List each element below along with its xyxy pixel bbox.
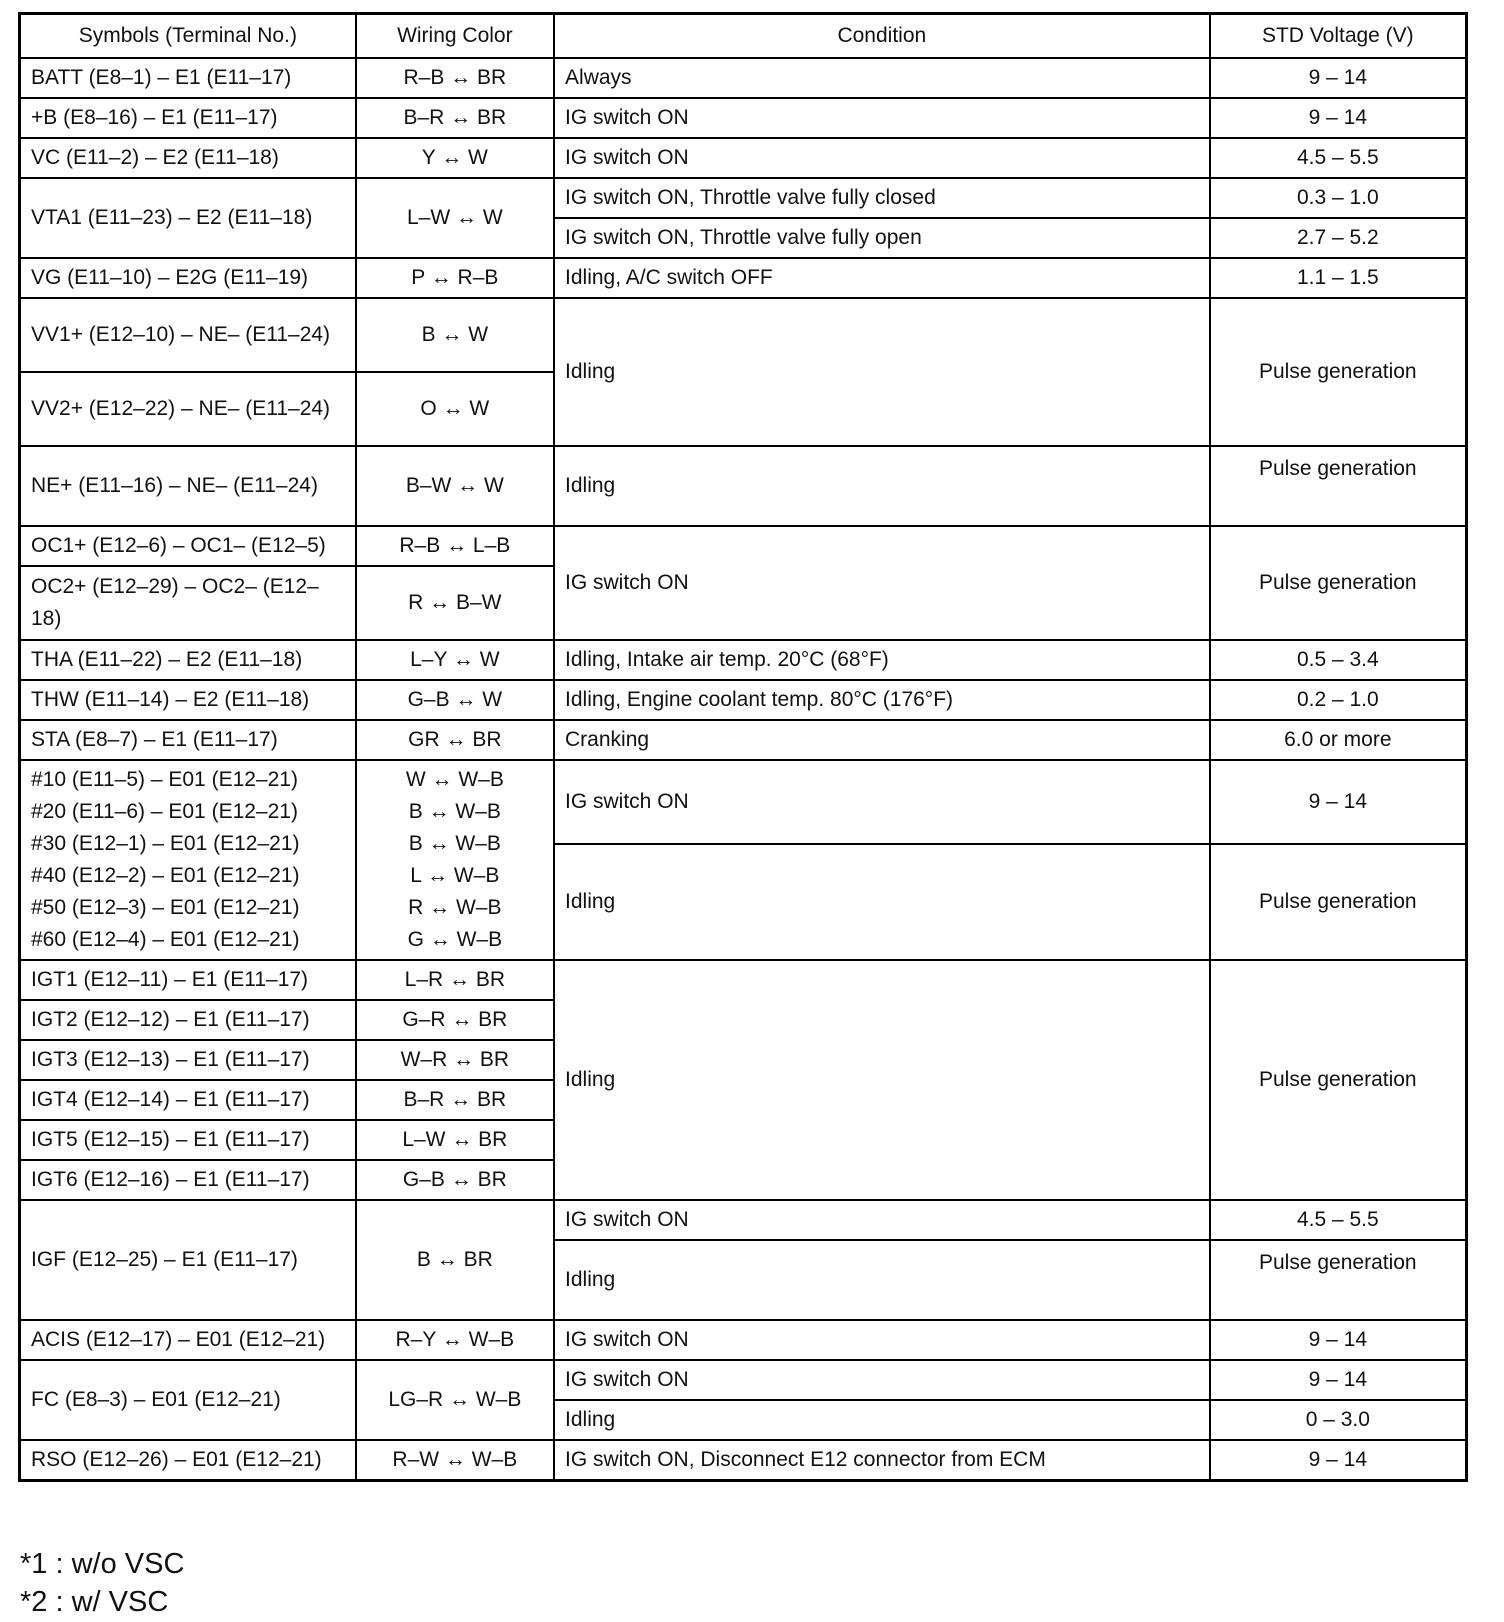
voltage-cell: 9 – 14 [1210, 98, 1467, 138]
wiring-cell: R ↔ B–W [356, 566, 554, 640]
wiring-line: G ↔ W–B [407, 928, 503, 951]
symbol-cell: NE+ (E11–16) – NE– (E11–24) [20, 446, 356, 526]
wiring-cell: G–B ↔ BR [356, 1160, 554, 1200]
symbol-cell: VTA1 (E11–23) – E2 (E11–18) [20, 178, 356, 258]
condition-cell: IG switch ON [554, 138, 1210, 178]
symbol-cell-injectors [20, 760, 356, 960]
footnote-2: *2 : w/ VSC [20, 1586, 169, 1618]
wiring-cell: O ↔ W [356, 372, 554, 446]
voltage-cell: 0.3 – 1.0 [1210, 178, 1467, 218]
header-symbols: Symbols (Terminal No.) [20, 14, 356, 59]
symbol-cell: VV2+ (E12–22) – NE– (E11–24) [20, 372, 356, 446]
voltage-cell: 9 – 14 [1210, 760, 1467, 844]
condition-cell: Idling [554, 446, 1210, 526]
symbol-line: #20 (E11–6) – E01 (E12–21) [31, 800, 298, 823]
table-row [20, 258, 1467, 298]
symbol-cell: FC (E8–3) – E01 (E12–21) [20, 1360, 356, 1440]
wiring-cell: GR ↔ BR [356, 720, 554, 760]
wiring-cell: R–B ↔ BR [356, 58, 554, 98]
condition-cell: IG switch ON [554, 1200, 1210, 1240]
voltage-cell: Pulse generation [1210, 446, 1467, 526]
header-wiring-color: Wiring Color [356, 14, 554, 59]
voltage-cell: 0.2 – 1.0 [1210, 680, 1467, 720]
condition-cell: Idling, A/C switch OFF [554, 258, 1210, 298]
table-row [20, 1320, 1467, 1360]
table-row [20, 138, 1467, 178]
table-row [20, 98, 1467, 138]
table-row [20, 960, 1467, 1000]
symbol-cell: IGF (E12–25) – E1 (E11–17) [20, 1200, 356, 1320]
voltage-cell: Pulse generation [1210, 298, 1467, 446]
voltage-cell: 1.1 – 1.5 [1210, 258, 1467, 298]
condition-cell: IG switch ON [554, 1360, 1210, 1400]
voltage-cell: Pulse generation [1210, 960, 1467, 1200]
wiring-line: B ↔ W–B [408, 800, 501, 823]
voltage-cell: 6.0 or more [1210, 720, 1467, 760]
symbol-cell: IGT5 (E12–15) – E1 (E11–17) [20, 1120, 356, 1160]
condition-cell: Always [554, 58, 1210, 98]
symbol-cell: VV1+ (E12–10) – NE– (E11–24) [20, 298, 356, 372]
voltage-cell: Pulse generation [1210, 844, 1467, 960]
symbol-cell: THW (E11–14) – E2 (E11–18) [20, 680, 356, 720]
wiring-cell: LG–R ↔ W–B [356, 1360, 554, 1440]
wiring-cell: B ↔ W [356, 298, 554, 372]
voltage-cell: 4.5 – 5.5 [1210, 1200, 1467, 1240]
wiring-cell: B–R ↔ BR [356, 98, 554, 138]
voltage-cell: Pulse generation [1210, 526, 1467, 640]
table-row [20, 720, 1467, 760]
table-row [20, 1440, 1467, 1481]
symbol-line: #50 (E12–3) – E01 (E12–21) [31, 896, 300, 919]
footnote-1: *1 : w/o VSC [20, 1548, 185, 1580]
table-row [20, 680, 1467, 720]
header-condition: Condition [554, 14, 1210, 59]
wiring-cell: P ↔ R–B [356, 258, 554, 298]
voltage-cell: Pulse generation [1210, 1240, 1467, 1320]
condition-cell: IG switch ON [554, 526, 1210, 640]
condition-cell: Idling, Engine coolant temp. 80°C (176°F) [554, 680, 1210, 720]
voltage-cell: 9 – 14 [1210, 1320, 1467, 1360]
condition-cell: IG switch ON, Disconnect E12 connector from ECM [554, 1440, 1210, 1481]
symbol-cell: THA (E11–22) – E2 (E11–18) [20, 640, 356, 680]
wiring-cell: L–W ↔ W [356, 178, 554, 258]
condition-cell: Idling [554, 1240, 1210, 1320]
table-row [20, 178, 1467, 218]
symbol-cell: IGT3 (E12–13) – E1 (E11–17) [20, 1040, 356, 1080]
table-row [20, 446, 1467, 526]
symbol-cell: STA (E8–7) – E1 (E11–17) [20, 720, 356, 760]
symbol-cell: OC2+ (E12–29) – OC2– (E12–18) [20, 566, 356, 640]
wiring-cell: R–Y ↔ W–B [356, 1320, 554, 1360]
voltage-cell: 2.7 – 5.2 [1210, 218, 1467, 258]
wiring-line: L ↔ W–B [410, 864, 500, 887]
wiring-line: W ↔ W–B [405, 768, 504, 791]
wiring-cell: L–W ↔ BR [356, 1120, 554, 1160]
condition-cell: Idling, Intake air temp. 20°C (68°F) [554, 640, 1210, 680]
wiring-cell: Y ↔ W [356, 138, 554, 178]
table-row [20, 1360, 1467, 1400]
symbol-cell: RSO (E12–26) – E01 (E12–21) [20, 1440, 356, 1481]
wiring-cell: B ↔ BR [356, 1200, 554, 1320]
symbol-cell: IGT2 (E12–12) – E1 (E11–17) [20, 1000, 356, 1040]
condition-cell: Idling [554, 298, 1210, 446]
symbol-line: #30 (E12–1) – E01 (E12–21) [31, 832, 300, 855]
symbol-cell: VC (E11–2) – E2 (E11–18) [20, 138, 356, 178]
wiring-cell: G–B ↔ W [356, 680, 554, 720]
symbol-cell: ACIS (E12–17) – E01 (E12–21) [20, 1320, 356, 1360]
condition-cell: Cranking [554, 720, 1210, 760]
voltage-cell: 9 – 14 [1210, 1440, 1467, 1481]
voltage-cell: 9 – 14 [1210, 1360, 1467, 1400]
symbol-line: #40 (E12–2) – E01 (E12–21) [31, 864, 300, 887]
symbol-cell: OC1+ (E12–6) – OC1– (E12–5) [20, 526, 356, 566]
wiring-cell: L–Y ↔ W [356, 640, 554, 680]
symbol-line: #60 (E12–4) – E01 (E12–21) [31, 928, 300, 951]
condition-cell: IG switch ON [554, 98, 1210, 138]
voltage-cell: 0.5 – 3.4 [1210, 640, 1467, 680]
condition-cell: Idling [554, 960, 1210, 1200]
symbol-cell: +B (E8–16) – E1 (E11–17) [20, 98, 356, 138]
wiring-cell: W–R ↔ BR [356, 1040, 554, 1080]
condition-cell: Idling [554, 844, 1210, 960]
condition-cell: IG switch ON [554, 1320, 1210, 1360]
voltage-cell: 0 – 3.0 [1210, 1400, 1467, 1440]
table-row [20, 640, 1467, 680]
condition-cell: Idling [554, 1400, 1210, 1440]
table-row [20, 298, 1467, 372]
footnotes [20, 1545, 184, 1621]
wiring-line: B ↔ W–B [408, 832, 501, 855]
wiring-cell: R–W ↔ W–B [356, 1440, 554, 1481]
symbol-cell: IGT1 (E12–11) – E1 (E11–17) [20, 960, 356, 1000]
table-row [20, 1200, 1467, 1240]
table-row [20, 760, 1467, 844]
table-row [20, 526, 1467, 566]
condition-cell: IG switch ON [554, 760, 1210, 844]
condition-cell: IG switch ON, Throttle valve fully open [554, 218, 1210, 258]
symbol-cell: VG (E11–10) – E2G (E11–19) [20, 258, 356, 298]
voltage-cell: 9 – 14 [1210, 58, 1467, 98]
symbol-cell: IGT4 (E12–14) – E1 (E11–17) [20, 1080, 356, 1120]
condition-cell: IG switch ON, Throttle valve fully closed [554, 178, 1210, 218]
wiring-cell: G–R ↔ BR [356, 1000, 554, 1040]
table-row [20, 58, 1467, 98]
symbol-line: #10 (E11–5) – E01 (E12–21) [31, 768, 298, 791]
wiring-cell: L–R ↔ BR [356, 960, 554, 1000]
wiring-cell-injectors [356, 760, 554, 960]
wiring-line: R ↔ W–B [408, 896, 502, 919]
wiring-cell: R–B ↔ L–B [356, 526, 554, 566]
symbol-cell: IGT6 (E12–16) – E1 (E11–17) [20, 1160, 356, 1200]
header-std-voltage: STD Voltage (V) [1210, 14, 1467, 59]
symbol-cell: BATT (E8–1) – E1 (E11–17) [20, 58, 356, 98]
wiring-cell: B–W ↔ W [356, 446, 554, 526]
ecm-terminal-voltage-table [18, 12, 1468, 1482]
wiring-cell: B–R ↔ BR [356, 1080, 554, 1120]
voltage-cell: 4.5 – 5.5 [1210, 138, 1467, 178]
